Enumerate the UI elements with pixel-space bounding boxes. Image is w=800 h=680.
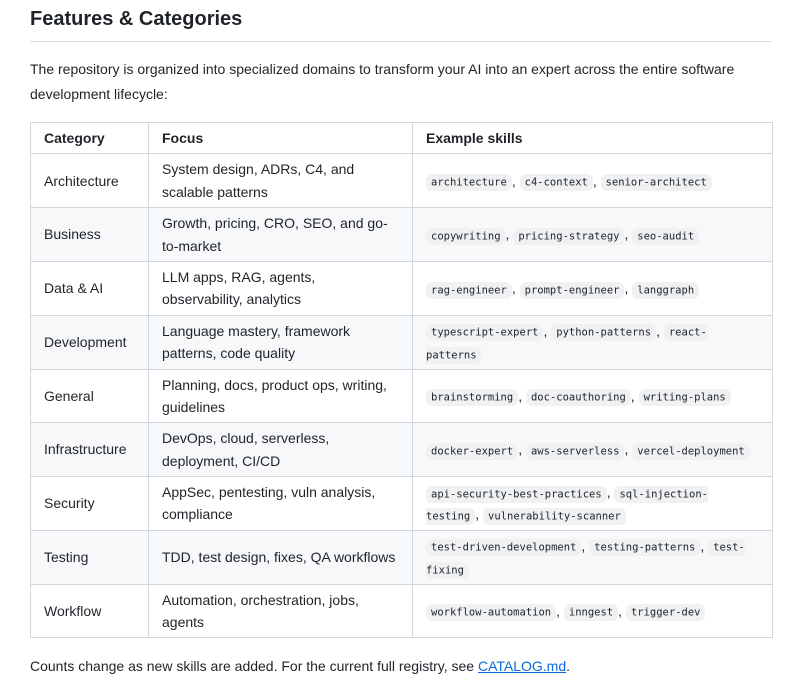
skills-cell: test-driven-development , testing-patterns , test-fixing: [413, 530, 773, 584]
focus-cell: AppSec, pentesting, vuln analysis, compliance: [149, 477, 413, 531]
skill-badge: test-fixing: [426, 539, 745, 578]
skill-badge: copywriting: [426, 228, 506, 245]
skill-badge: api-security-best-practices: [426, 486, 607, 503]
column-header: Category: [31, 123, 149, 154]
table-row: [31, 369, 773, 423]
skills-cell: api-security-best-practices , sql-injection-testing , vulnerability-scanner: [413, 477, 773, 531]
category-cell: General: [31, 369, 149, 423]
table-row: [31, 315, 773, 369]
skill-badge: typescript-expert: [426, 324, 543, 341]
skill-badge: writing-plans: [639, 389, 731, 406]
category-cell: Business: [31, 208, 149, 262]
column-header: Focus: [149, 123, 413, 154]
skill-badge: brainstorming: [426, 389, 518, 406]
skill-badge: python-patterns: [551, 324, 656, 341]
footer-text-after: .: [566, 658, 571, 675]
skill-badge: vulnerability-scanner: [483, 508, 626, 525]
skill-badge: inngest: [564, 604, 618, 621]
skill-badge: pricing-strategy: [513, 228, 624, 245]
focus-cell: Language mastery, framework patterns, code quality: [149, 315, 413, 369]
skill-badge: test-driven-development: [426, 539, 581, 556]
skill-badge: senior-architect: [601, 174, 712, 191]
skill-badge: sql-injection-testing: [426, 486, 708, 525]
category-cell: Architecture: [31, 154, 149, 208]
category-cell: Infrastructure: [31, 423, 149, 477]
category-cell: Workflow: [31, 584, 149, 638]
skill-badge: vercel-deployment: [632, 443, 749, 460]
focus-cell: DevOps, cloud, serverless, deployment, CI/CD: [149, 423, 413, 477]
skill-badge: seo-audit: [632, 228, 699, 245]
category-cell: Development: [31, 315, 149, 369]
skill-badge: rag-engineer: [426, 282, 512, 299]
skills-cell: brainstorming , doc-coauthoring , writing-plans: [413, 369, 773, 423]
skill-badge: aws-serverless: [526, 443, 625, 460]
column-header: Example skills: [413, 123, 773, 154]
skills-cell: docker-expert , aws-serverless , vercel-deployment: [413, 423, 773, 477]
table-row: [31, 423, 773, 477]
skills-cell: architecture , c4-context , senior-architect: [413, 154, 773, 208]
intro-paragraph: The repository is organized into specialized domains to transform your AI into an expert across the entire software development lifecycle:: [30, 61, 735, 102]
skill-badge: react-patterns: [426, 324, 707, 363]
table-row: [31, 477, 773, 531]
features-table: [30, 122, 773, 638]
footer-text-before: Counts change as new skills are added. For the current full registry, see: [30, 658, 478, 675]
focus-cell: TDD, test design, fixes, QA workflows: [149, 530, 413, 584]
table-row: [31, 261, 773, 315]
category-cell: Testing: [31, 530, 149, 584]
skill-badge: trigger-dev: [626, 604, 706, 621]
focus-cell: Automation, orchestration, jobs, agents: [149, 584, 413, 638]
skill-badge: workflow-automation: [426, 604, 556, 621]
skills-cell: typescript-expert , python-patterns , react-patterns: [413, 315, 773, 369]
skills-cell: workflow-automation , inngest , trigger-dev: [413, 584, 773, 638]
skill-badge: architecture: [426, 174, 512, 191]
table-body: [31, 154, 773, 638]
table-row: [31, 530, 773, 584]
skill-badge: doc-coauthoring: [526, 389, 631, 406]
skill-badge: prompt-engineer: [520, 282, 625, 299]
focus-cell: System design, ADRs, C4, and scalable patterns: [149, 154, 413, 208]
skills-cell: copywriting , pricing-strategy , seo-audit: [413, 208, 773, 262]
table-row: [31, 584, 773, 638]
category-cell: Data & AI: [31, 261, 149, 315]
table-row: [31, 208, 773, 262]
table-header-row: [31, 123, 773, 154]
focus-cell: Growth, pricing, CRO, SEO, and go-to-market: [149, 208, 413, 262]
focus-cell: Planning, docs, product ops, writing, guidelines: [149, 369, 413, 423]
table-row: [31, 154, 773, 208]
skill-badge: docker-expert: [426, 443, 518, 460]
category-cell: Security: [31, 477, 149, 531]
focus-cell: LLM apps, RAG, agents, observability, analytics: [149, 261, 413, 315]
skill-badge: testing-patterns: [589, 539, 700, 556]
page-title: Features & Categories: [30, 6, 772, 42]
skill-badge: c4-context: [520, 174, 593, 191]
skills-cell: rag-engineer , prompt-engineer , langgraph: [413, 261, 773, 315]
footer-note: [30, 655, 772, 677]
skill-badge: langgraph: [632, 282, 699, 299]
catalog-link[interactable]: CATALOG.md: [477, 658, 567, 675]
